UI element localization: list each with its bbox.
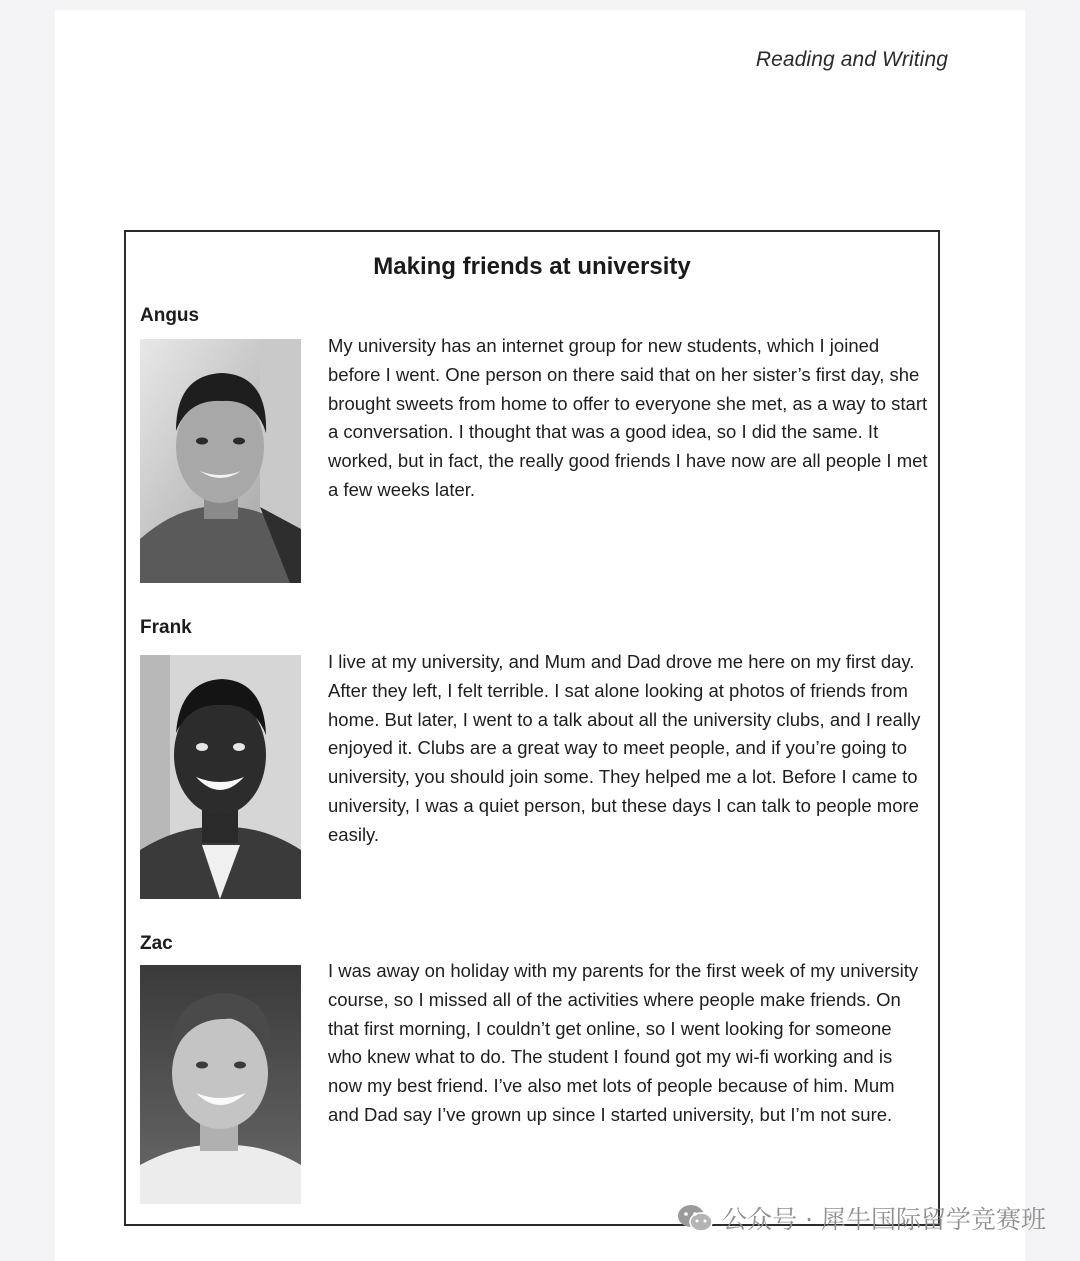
entry-text-zac: I was away on holiday with my parents for the first week of my university course, so I missed all of the activities where people make friends. On that first morning, I couldn’t get online, so I went looking for someone who knew what to do. The student I found got my wi-fi working and is now my best friend. I’ve also met lots of people because of him. Mum and Dad say I’ve grown up since I started university, but I’m not sure. (328, 960, 919, 1125)
article-frame (124, 230, 940, 1226)
entry-name-frank: Frank (140, 617, 192, 638)
watermark-text: 公众号 · 犀牛国际留学竞赛班 (722, 1205, 1046, 1234)
zac-portrait-photo (140, 965, 301, 1204)
entry-text-angus: My university has an internet group for new students, which I joined before I went. One person on there said that on her sister’s first day, she brought sweets from home to offer to everyone she met, as a way to start a conversation. I thought that was a good idea, so I did the same. It worked, but in fact, the really good friends I have now are all people I met a few weeks later. (328, 335, 928, 500)
document-page (55, 10, 1025, 1261)
article-title: Making friends at university (373, 253, 691, 280)
watermark (676, 1200, 1046, 1236)
entry-name-zac: Zac (140, 933, 173, 954)
angus-portrait-photo (140, 339, 301, 583)
entry-name-angus: Angus (140, 305, 200, 326)
frank-portrait-photo (140, 655, 301, 899)
wechat-icon (676, 1203, 714, 1233)
running-head: Reading and Writing (755, 48, 948, 71)
entry-text-frank: I live at my university, and Mum and Dad drove me here on my first day. After they left, I felt terrible. I sat alone looking at photos of friends from home. But later, I went to a talk about all the university clubs, and I really enjoyed it. Clubs are a great way to meet people, and if you’re going to university, you should join some. They helped me a lot. Before I came to university, I was a quiet person, but these days I can talk to people more easily. (328, 651, 921, 845)
